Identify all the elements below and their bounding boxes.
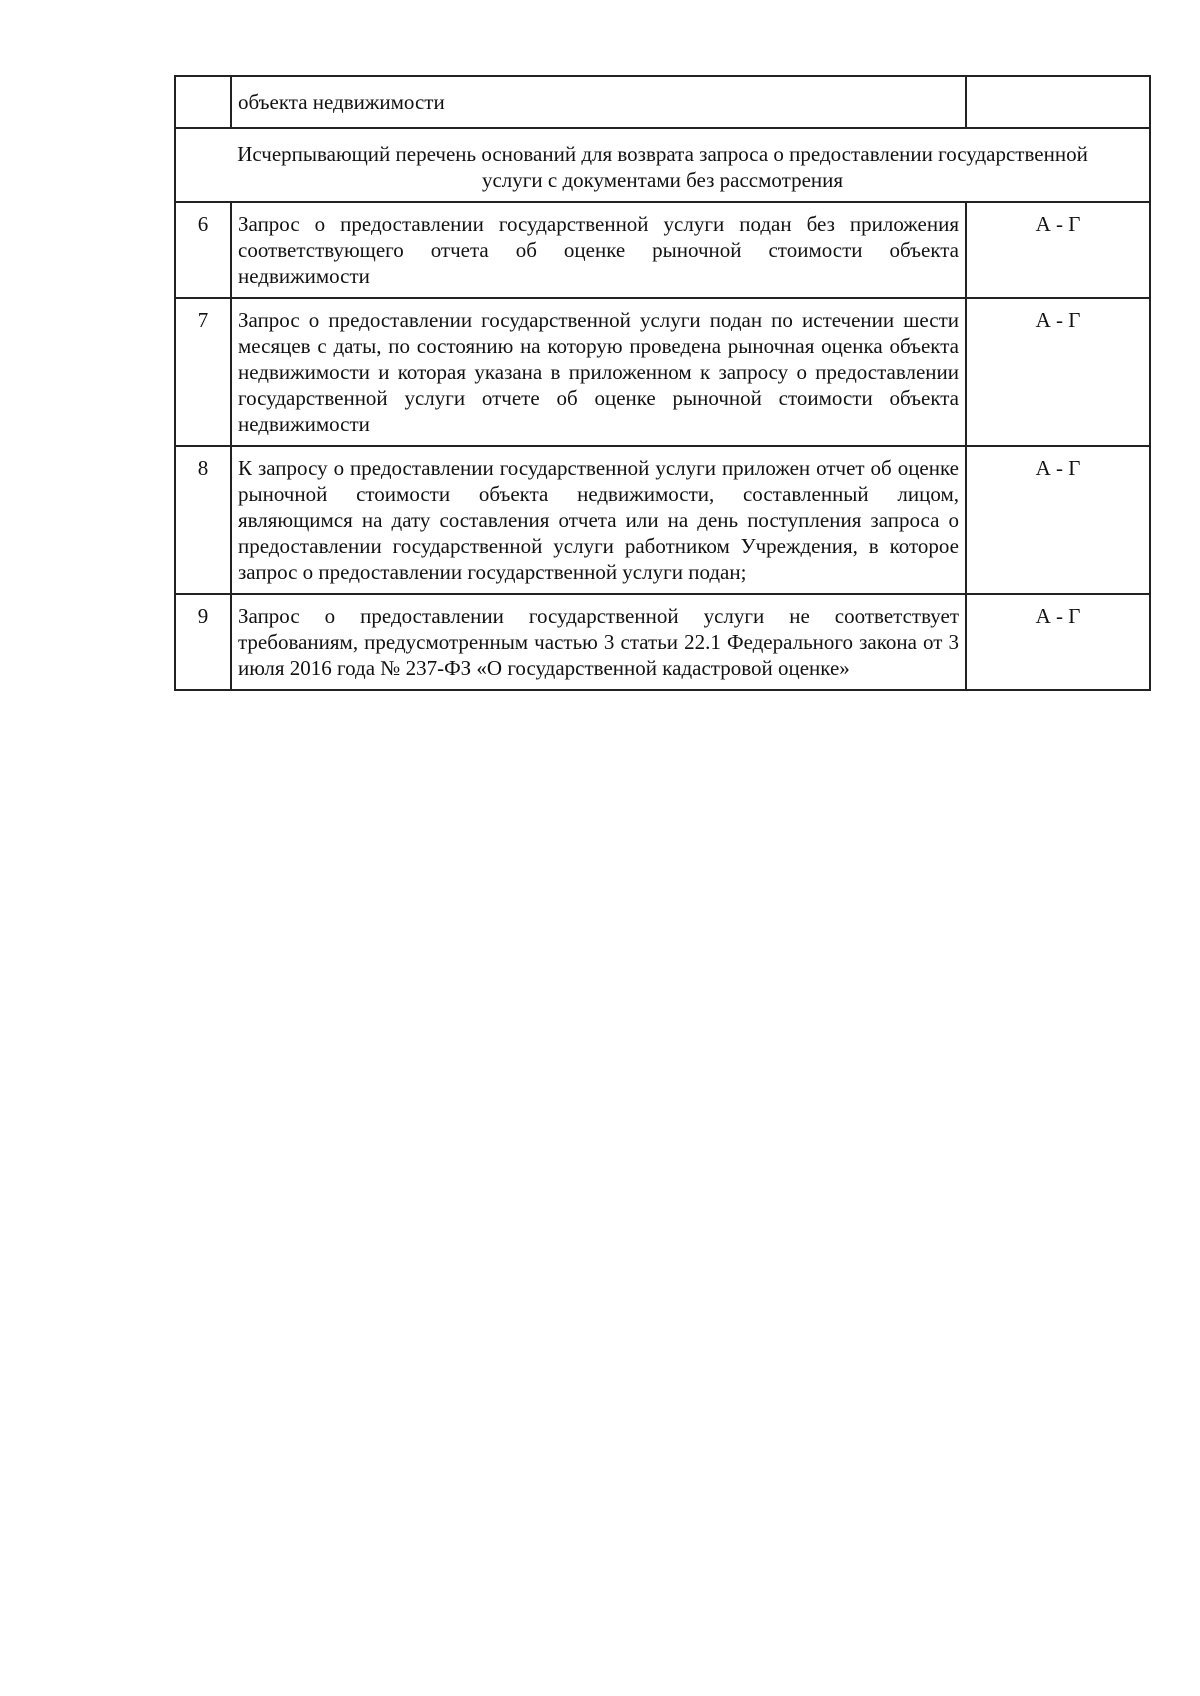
table-row bbox=[175, 298, 1150, 446]
row-number: 9 bbox=[175, 594, 231, 690]
row-code: А - Г bbox=[966, 446, 1150, 594]
table-row-continued bbox=[175, 76, 1150, 128]
row-number: 6 bbox=[175, 202, 231, 298]
table-row bbox=[175, 594, 1150, 690]
row-code: А - Г bbox=[966, 298, 1150, 446]
row-code: А - Г bbox=[966, 202, 1150, 298]
table-row bbox=[175, 446, 1150, 594]
grounds-table bbox=[174, 75, 1151, 691]
row-text: Запрос о предоставлении государственной услуги подан по истечении шести месяцев с даты, по состоянию на которую проведена рыночная оценка объекта недвижимости и которая указана в приложенном к запросу о предоставлении государственной услуги отчете об оценке рыночной стоимости объекта недвижимости bbox=[231, 298, 966, 446]
row-text: Запрос о предоставлении государственной услуги не соответствует требованиям, предусмотренным частью 3 статьи 22.1 Федерального закона от 3 июля 2016 года № 237-ФЗ «О государственной кадастровой оценке» bbox=[231, 594, 966, 690]
row-text: Запрос о предоставлении государственной услуги подан без приложения соответствующего отчета об оценке рыночной стоимости объекта недвижимости bbox=[231, 202, 966, 298]
row-code bbox=[966, 76, 1150, 128]
row-text: объекта недвижимости bbox=[231, 76, 966, 128]
row-text: К запросу о предоставлении государственной услуги приложен отчет об оценке рыночной стоимости объекта недвижимости, составленный лицом, являющимся на дату составления отчета или на день поступления запроса о предоставлении государственной услуги работником Учреждения, в которое запрос о предоставлении государственной услуги подан; bbox=[231, 446, 966, 594]
row-number bbox=[175, 76, 231, 128]
table-row bbox=[175, 202, 1150, 298]
row-number: 8 bbox=[175, 446, 231, 594]
section-header-row bbox=[175, 128, 1150, 202]
row-code: А - Г bbox=[966, 594, 1150, 690]
section-header: Исчерпывающий перечень оснований для возврата запроса о предоставлении государственной услуги с документами без рассмотрения bbox=[175, 128, 1150, 202]
row-number: 7 bbox=[175, 298, 231, 446]
